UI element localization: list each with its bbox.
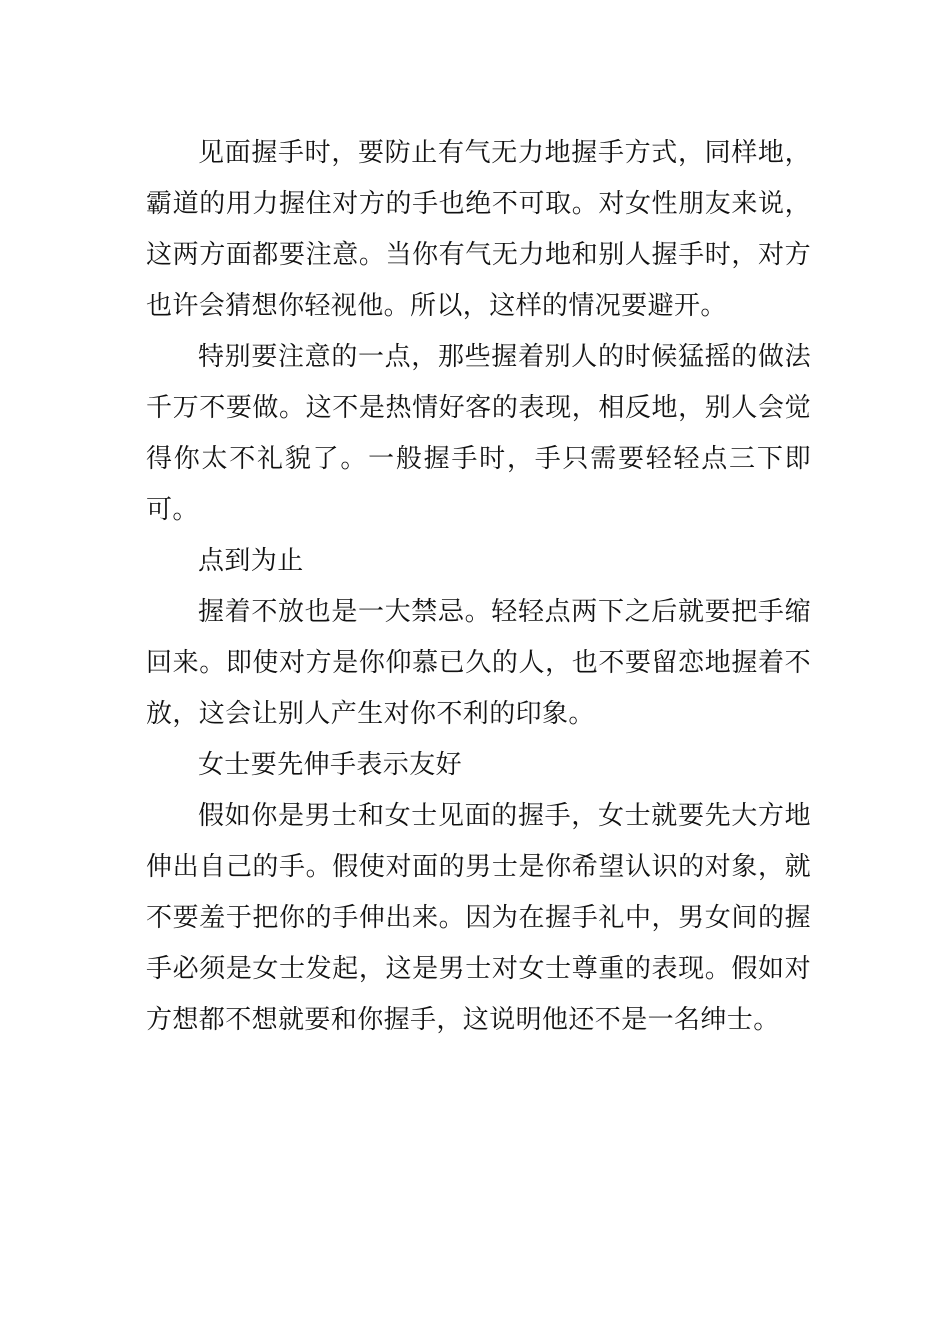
section-heading-stop-at-right-point: 点到为止 xyxy=(198,546,304,576)
paragraph-lady-initiates: 假如你是男士和女士见面的握手，女士就要先大方地伸出自己的手。假使对面的男士是你希望认识的对象，就不要羞于把你的手伸出来。因为在握手礼中，男女间的握手必须是女士发起，这是男士对女士尊重的表现。假如对方想都不想就要和你握手，这说明他还不是一名绅士。 xyxy=(146,801,811,1035)
paragraph-handshake-strength: 见面握手时，要防止有气无力地握手方式，同样地，霸道的用力握住对方的手也绝不可取。对女性朋友来说，这两方面都要注意。当你有气无力地和别人握手时，对方也许会猜想你轻视他。所以，这样的情况要避开。 xyxy=(146,138,811,321)
section-heading-lady-first: 女士要先伸手表示友好 xyxy=(198,750,463,780)
document-body xyxy=(146,128,811,1046)
paragraph-no-shaking: 特别要注意的一点，那些握着别人的时候猛摇的做法千万不要做。这不是热情好客的表现，相反地，别人会觉得你太不礼貌了。一般握手时，手只需要轻轻点三下即可。 xyxy=(146,342,811,525)
paragraph-do-not-hold-on: 握着不放也是一大禁忌。轻轻点两下之后就要把手缩回来。即使对方是你仰慕已久的人，也不要留恋地握着不放，这会让别人产生对你不利的印象。 xyxy=(146,597,811,729)
